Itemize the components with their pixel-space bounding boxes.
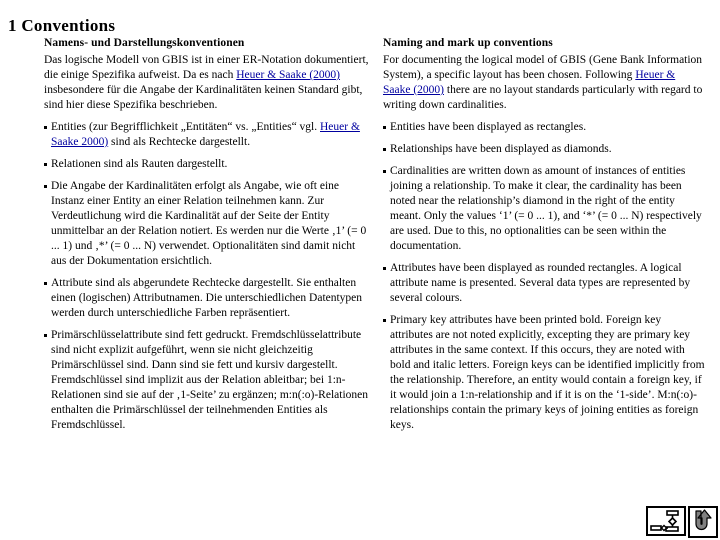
bullet-text: Primärschlüsselattribute sind fett gedruckt. Fremdschlüsselattribute sind nicht explizit aufgeführt, wenn sie nicht gleichzeitig Primärschlüssel sind. Dann sind sie fett und kursiv dargestellt. Fremdschlüssel sind implizit aus der Relation ableitbar; bei 1:n-Relationen sind sie auf der ‚1-Seite’ zu ergänzen; m:n(:o)-Relationen enthalten die Primärschlüssel der teilnehmenden Entities als Fremdschlüssel. — [51, 329, 368, 431]
bullet-text-before-link: Entities (zur Begrifflichkeit „Entitäten“ vs. „Entities“ vgl. — [51, 121, 320, 133]
reference-link-heuer-saake-right[interactable]: Heuer & Saake (2000) — [383, 69, 676, 96]
back-button[interactable] — [688, 506, 718, 538]
list-item — [44, 157, 369, 172]
left-column-heading: Namens- und Darstellungskonventionen — [44, 37, 245, 49]
bullet-text: Relationen sind als Rauten dargestellt. — [51, 158, 228, 170]
left-column-intro — [44, 53, 369, 113]
list-item — [383, 142, 705, 157]
right-intro-text-after-link: there are no layout standards particularly with regard to writing down cardinalities. — [383, 84, 703, 111]
navigation-buttons — [646, 506, 718, 538]
bullet-text: Attributes have been displayed as rounded rectangles. A logical attribute name is presented. Several data types are represented by several colours. — [390, 262, 691, 304]
reference-link-heuer-saake-left[interactable]: Heuer & Saake (2000) — [236, 69, 341, 81]
page-title: 1 Conventions — [8, 16, 116, 36]
list-item — [44, 179, 369, 269]
bullet-text: Relationships have been displayed as diamonds. — [390, 143, 612, 155]
right-intro-text-before-link: For documenting the logical model of GBIS (Gene Bank Information System), a specific layout has been chosen. Following — [383, 54, 703, 81]
right-column-english — [383, 36, 705, 433]
bullet-text: Primary key attributes have been printed bold. Foreign key attributes are not noted explicitly, excepting they are primary key attributes in the same context. If this occurs, they are noted with bold and italic letters. Foreign keys can be identified implicitly from the relationship. Therefore, an entity would contain a foreign key, if it would join a 1:n-relationship and if it is on the ‘1-side’. M:n(:o)-relationships contain the primary keys of joining entities as foreign keys. — [390, 314, 705, 431]
list-item — [44, 120, 369, 150]
left-column-bullet-list — [44, 120, 369, 433]
left-intro-text-after-link: insbesondere für die Angabe der Kardinalitäten keinen Standard gibt, sind hier diese Spezifika beschrieben. — [44, 84, 363, 111]
bullet-text-after-link: sind als Rechtecke dargestellt. — [108, 136, 251, 148]
list-item — [383, 164, 705, 254]
right-column-heading: Naming and mark up conventions — [383, 37, 553, 49]
u-turn-back-arrow-icon — [691, 509, 715, 535]
left-intro-text-before-link: Das logische Modell von GBIS ist in einer ER-Notation dokumentiert, die einige Spezifika aufweist. Da es nach — [44, 54, 369, 81]
bullet-text: Die Angabe der Kardinalitäten erfolgt als Angabe, wie oft eine Instanz einer Entity an einer Relation teilnehmen kann. Zur Verdeutlichung wird die Kardinalität auf der Seite der Entity unmittelbar an der Relation notiert. Es werden nur die Werte ‚1’ (= 0 ... 1) und ‚*’ (= 0 ... N) verwendet. Optionalitäten sind damit nicht aus der Dokumentation ersichtlich. — [51, 180, 367, 267]
er-diagram-icon — [649, 509, 683, 533]
list-item — [383, 313, 705, 433]
reference-link-heuer-saake-bullet[interactable]: Heuer & Saake 2000) — [51, 121, 360, 148]
er-diagram-button[interactable] — [646, 506, 686, 536]
list-item — [44, 276, 369, 321]
list-item — [383, 261, 705, 306]
bullet-text: Entities have been displayed as rectangles. — [390, 121, 587, 133]
left-column-german — [44, 36, 369, 433]
right-column-intro — [383, 53, 705, 113]
right-column-bullet-list — [383, 120, 705, 433]
bullet-text: Attribute sind als abgerundete Rechtecke dargestellt. Sie enthalten einen (logischen) Attributnamen. Die unterschiedlichen Datentypen werden durch unterschiedliche Farben repräsentiert. — [51, 277, 363, 319]
bullet-text: Cardinalities are written down as amount of instances of entities joining a relationship. To make it clear, the cardinality has been noted near the relationship’s diamond in the right of the entity meant. Only the values ‘1’ (= 0 ... 1), and ‘*’ (= 0 ... N) respectively are used. Due to this, no optionalities can be seen within the documentation. — [390, 165, 702, 252]
list-item — [383, 120, 705, 135]
list-item — [44, 328, 369, 433]
